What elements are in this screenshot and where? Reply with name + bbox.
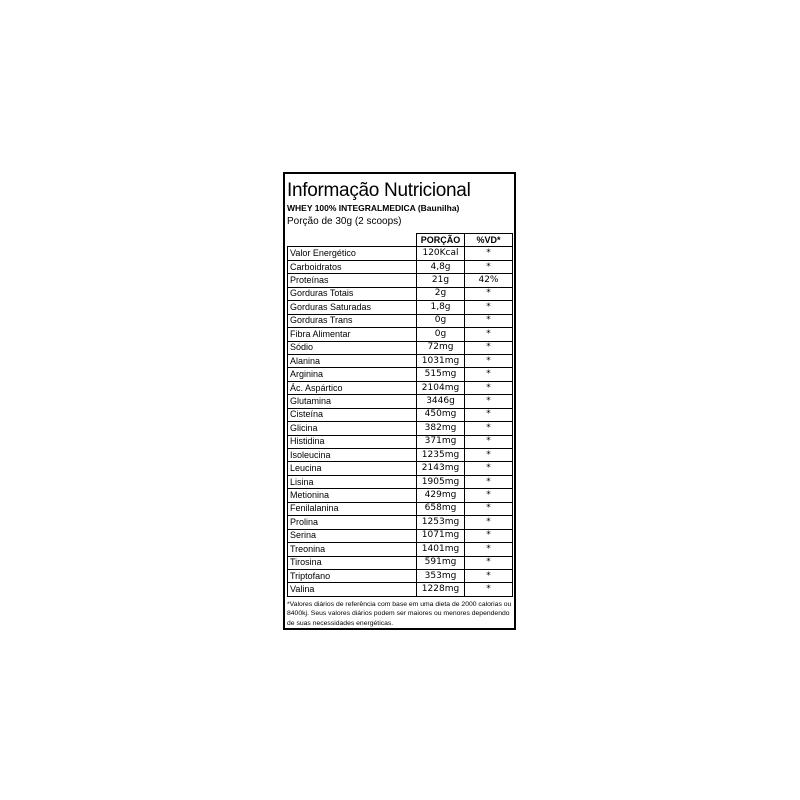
nutrient-daily-value: * xyxy=(465,449,513,462)
nutrition-table xyxy=(287,233,513,597)
nutrient-quantity: 1401mg xyxy=(417,543,465,556)
table-row xyxy=(288,569,513,582)
table-row xyxy=(288,247,513,260)
serving-size: Porção de 30g (2 scoops) xyxy=(287,216,402,227)
table-row xyxy=(288,395,513,408)
table-row xyxy=(288,301,513,314)
nutrient-quantity: 371mg xyxy=(417,435,465,448)
nutrient-daily-value: * xyxy=(465,435,513,448)
nutrient-daily-value: * xyxy=(465,583,513,596)
nutrient-name: Lisina xyxy=(288,475,417,488)
nutrient-daily-value: * xyxy=(465,516,513,529)
nutrient-daily-value: * xyxy=(465,341,513,354)
nutrient-daily-value: * xyxy=(465,287,513,300)
nutrient-quantity: 1031mg xyxy=(417,354,465,367)
table-row xyxy=(288,287,513,300)
table-body xyxy=(288,247,513,596)
nutrient-daily-value: * xyxy=(465,301,513,314)
nutrient-name: Triptofano xyxy=(288,569,417,582)
table-row xyxy=(288,489,513,502)
nutrient-quantity: 1235mg xyxy=(417,449,465,462)
nutrient-daily-value: * xyxy=(465,543,513,556)
table-row xyxy=(288,462,513,475)
table-row xyxy=(288,475,513,488)
nutrient-name: Valina xyxy=(288,583,417,596)
nutrient-quantity: 450mg xyxy=(417,408,465,421)
nutrient-daily-value: * xyxy=(465,395,513,408)
nutrient-daily-value: * xyxy=(465,422,513,435)
nutrient-daily-value: * xyxy=(465,502,513,515)
nutrient-quantity: 3446g xyxy=(417,395,465,408)
nutrient-quantity: 2g xyxy=(417,287,465,300)
nutrient-name: Cisteína xyxy=(288,408,417,421)
nutrient-quantity: 515mg xyxy=(417,368,465,381)
table-row xyxy=(288,516,513,529)
nutrient-quantity: 591mg xyxy=(417,556,465,569)
nutrient-name: Tirosina xyxy=(288,556,417,569)
nutrient-daily-value: * xyxy=(465,489,513,502)
nutrient-name: Arginina xyxy=(288,368,417,381)
table-row xyxy=(288,583,513,596)
nutrient-name: Carboidratos xyxy=(288,260,417,273)
nutrient-name: Prolina xyxy=(288,516,417,529)
nutrient-name: Glutamina xyxy=(288,395,417,408)
table-row xyxy=(288,341,513,354)
nutrient-quantity: 1905mg xyxy=(417,475,465,488)
table-row xyxy=(288,314,513,327)
nutrient-daily-value: * xyxy=(465,569,513,582)
nutrient-name: Gorduras Totais xyxy=(288,287,417,300)
nutrient-daily-value: * xyxy=(465,328,513,341)
table-row xyxy=(288,408,513,421)
nutrient-quantity: 1071mg xyxy=(417,529,465,542)
table-row xyxy=(288,381,513,394)
nutrient-quantity: 2143mg xyxy=(417,462,465,475)
nutrient-daily-value: * xyxy=(465,368,513,381)
table-row xyxy=(288,260,513,273)
table-row xyxy=(288,556,513,569)
nutrient-quantity: 21g xyxy=(417,274,465,287)
nutrient-quantity: 2104mg xyxy=(417,381,465,394)
nutrient-daily-value: 42% xyxy=(465,274,513,287)
nutrient-quantity: 4,8g xyxy=(417,260,465,273)
nutrient-quantity: 72mg xyxy=(417,341,465,354)
nutrient-name: Fenilalanina xyxy=(288,502,417,515)
nutrient-name: Valor Energético xyxy=(288,247,417,260)
table-row xyxy=(288,422,513,435)
nutrient-quantity: 1228mg xyxy=(417,583,465,596)
table-row xyxy=(288,529,513,542)
table-header-row xyxy=(288,234,513,247)
nutrient-quantity: 1,8g xyxy=(417,301,465,314)
table-row xyxy=(288,543,513,556)
nutrient-name: Isoleucina xyxy=(288,449,417,462)
nutrient-name: Histidina xyxy=(288,435,417,448)
nutrient-daily-value: * xyxy=(465,354,513,367)
header-daily-value: %VD* xyxy=(465,234,513,247)
nutrient-name: Leucina xyxy=(288,462,417,475)
nutrient-daily-value: * xyxy=(465,381,513,394)
product-name: WHEY 100% INTEGRALMEDICA (Baunilha) xyxy=(287,203,460,213)
nutrient-daily-value: * xyxy=(465,314,513,327)
header-blank-cell xyxy=(288,234,417,247)
nutrient-daily-value: * xyxy=(465,556,513,569)
nutrient-daily-value: * xyxy=(465,260,513,273)
table-row xyxy=(288,502,513,515)
table-row xyxy=(288,354,513,367)
table-row xyxy=(288,274,513,287)
nutrient-quantity: 0g xyxy=(417,314,465,327)
table-row xyxy=(288,435,513,448)
nutrient-daily-value: * xyxy=(465,529,513,542)
footnote: *Valores diários de referência com base em uma dieta de 2000 calorias ou 8400kj. Seus valores diários podem ser maiores ou menores dependendo de suas necessidades energéticas. xyxy=(287,600,512,627)
nutrient-name: Proteínas xyxy=(288,274,417,287)
label-title: Informação Nutricional xyxy=(287,180,471,201)
nutrition-label xyxy=(283,172,516,630)
nutrient-daily-value: * xyxy=(465,475,513,488)
nutrient-quantity: 353mg xyxy=(417,569,465,582)
table-row xyxy=(288,368,513,381)
nutrient-quantity: 658mg xyxy=(417,502,465,515)
nutrient-quantity: 120Kcal xyxy=(417,247,465,260)
nutrient-quantity: 1253mg xyxy=(417,516,465,529)
nutrient-name: Alanina xyxy=(288,354,417,367)
nutrient-daily-value: * xyxy=(465,408,513,421)
nutrient-daily-value: * xyxy=(465,462,513,475)
nutrient-name: Sódio xyxy=(288,341,417,354)
nutrient-quantity: 429mg xyxy=(417,489,465,502)
nutrient-name: Fibra Alimentar xyxy=(288,328,417,341)
nutrient-name: Gorduras Saturadas xyxy=(288,301,417,314)
nutrient-daily-value: * xyxy=(465,247,513,260)
table-row xyxy=(288,449,513,462)
header-portion: PORÇÃO xyxy=(417,234,465,247)
nutrient-name: Ác. Aspártico xyxy=(288,381,417,394)
nutrient-name: Glicina xyxy=(288,422,417,435)
nutrient-name: Serina xyxy=(288,529,417,542)
nutrient-name: Gorduras Trans xyxy=(288,314,417,327)
table-row xyxy=(288,328,513,341)
nutrient-quantity: 0g xyxy=(417,328,465,341)
nutrient-name: Treonina xyxy=(288,543,417,556)
nutrient-quantity: 382mg xyxy=(417,422,465,435)
nutrient-name: Metionina xyxy=(288,489,417,502)
